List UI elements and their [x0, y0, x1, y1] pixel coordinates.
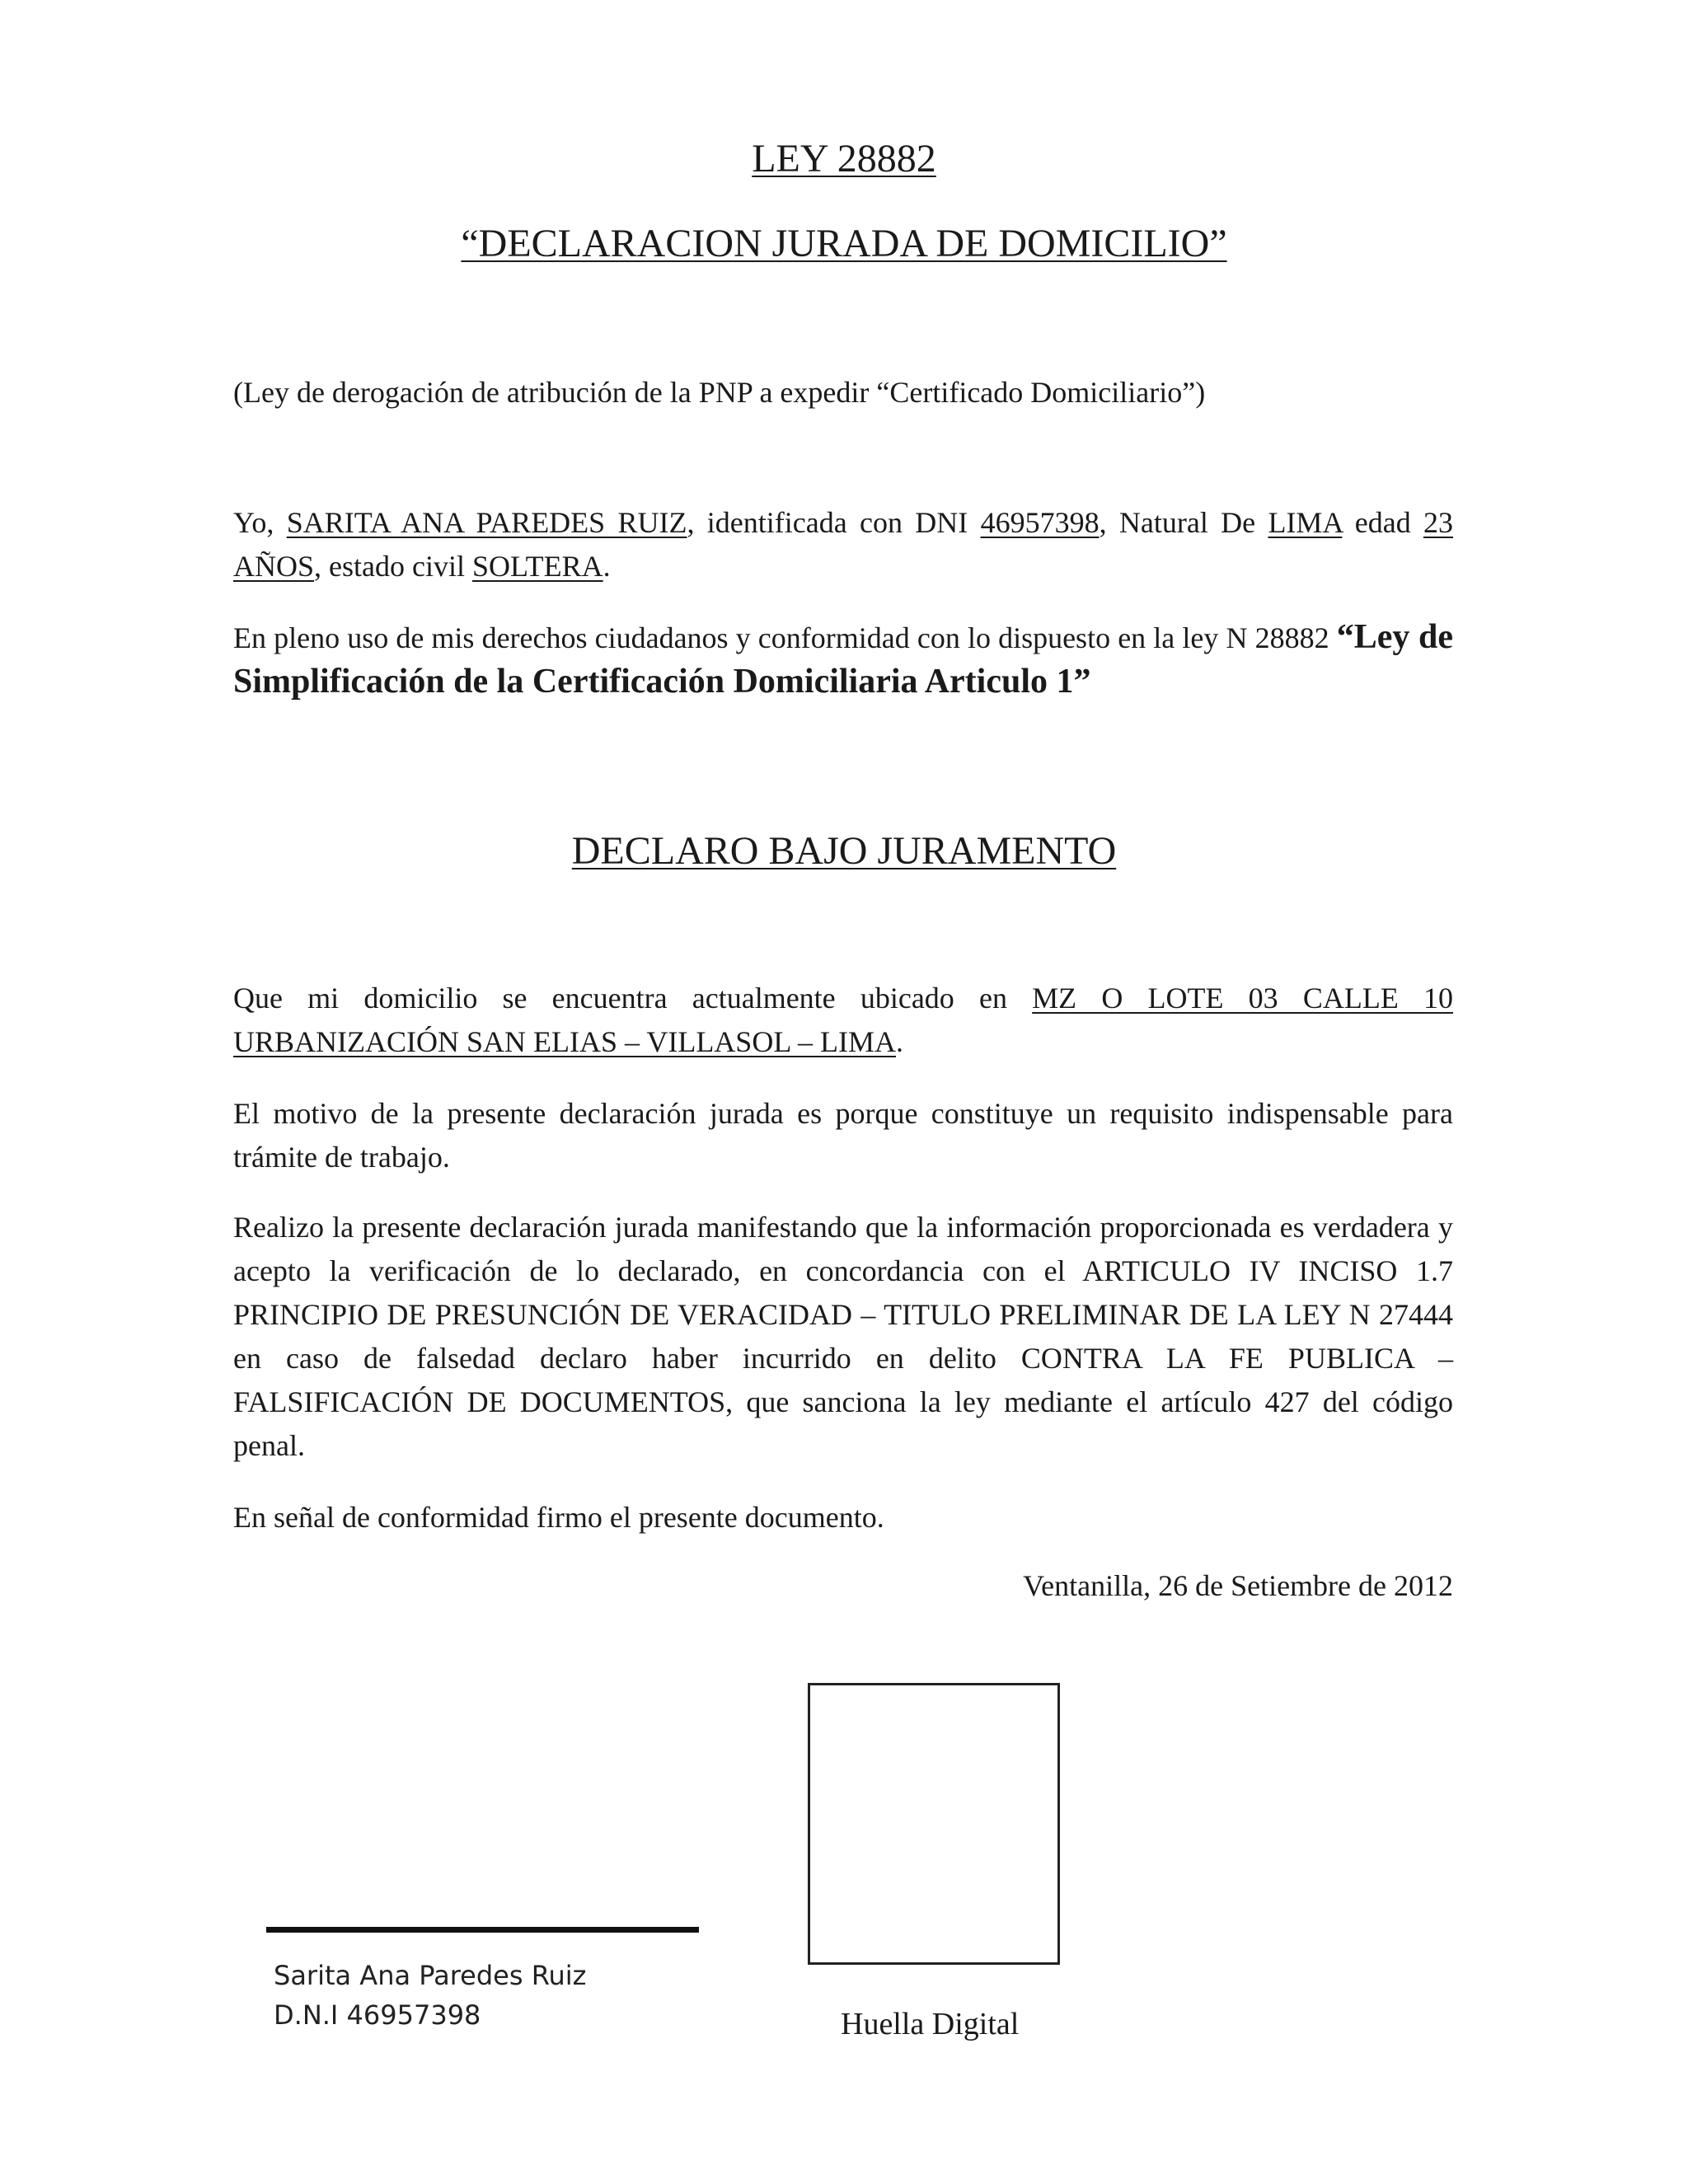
motive-paragraph: El motivo de la presente declaración jurada es porque constituye un requisito indispensable para trámite de trabajo. — [233, 1097, 1453, 1174]
declaration-heading-text: DECLARO BAJO JURAMENTO — [571, 829, 1117, 873]
law-title — [0, 136, 1688, 181]
declarant-origin: LIMA — [1268, 506, 1343, 539]
declarant-dni: 46957398 — [980, 506, 1100, 539]
document-subtitle: (Ley de derogación de atribución de la PNP a expedir “Certificado Domiciliario”) — [233, 376, 1206, 409]
address-value: MZ O LOTE 03 CALLE 10 URBANIZACIÓN SAN ELIAS – VILLASOL – LIMA — [233, 982, 1454, 1058]
fingerprint-box — [808, 1683, 1060, 1965]
declarant-age-text: edad — [1342, 506, 1424, 539]
declaration-heading — [0, 828, 1688, 874]
declarant-name: SARITA ANA PAREDES RUIZ — [286, 506, 687, 539]
document-title — [0, 221, 1688, 266]
declarant-age: 23 AÑOS — [233, 506, 1454, 583]
declarant-civil-status: SOLTERA — [471, 550, 603, 583]
declarant-id-text: , identificada con DNI — [687, 506, 981, 539]
declarant-intro: Yo, — [233, 506, 287, 539]
fingerprint-label: Huella Digital — [841, 2007, 1020, 2041]
legal-basis-text: En pleno uso de mis derechos ciudadanos y conformidad con lo dispuesto en la ley N 28882 — [233, 621, 1337, 654]
signer-dni: D.N.I 46957398 — [274, 1999, 481, 2031]
declarant-natural-text: , Natural De — [1099, 506, 1268, 539]
signer-name: Sarita Ana Paredes Ruiz — [274, 1960, 587, 1991]
address-intro: Que mi domicilio se encuentra actualmente ubicado en — [233, 982, 1033, 1015]
law-title-text: LEY 28882 — [752, 137, 936, 180]
address-paragraph — [233, 977, 1453, 1064]
legal-basis-law-name: “Ley de Simplificación de la Certificación Domiciliaria Articulo 1” — [233, 618, 1453, 701]
declarant-paragraph — [233, 501, 1453, 588]
declarant-civil-text: , estado civil — [314, 550, 472, 583]
signature-line — [266, 1927, 699, 1933]
address-end: . — [895, 1025, 903, 1058]
declarant-end: . — [603, 550, 611, 583]
conformity-paragraph: En señal de conformidad firmo el presente documento. — [233, 1501, 884, 1534]
place-date: Ventanilla, 26 de Setiembre de 2012 — [1023, 1569, 1453, 1602]
document-title-text: “DECLARACION JURADA DE DOMICILIO” — [461, 222, 1227, 265]
statement-paragraph: Realizo la presente declaración jurada manifestando que la información proporcionada es verdadera y acepto la verificación de lo declarado, en concordancia con el ARTICULO IV INCISO 1.7 PRINCIPIO DE PRESUNCIÓN DE VERACIDAD – TITULO PRELIMINAR DE LA LEY N 27444 en caso de falsedad declaro haber incurrido en delito CONTRA LA FE PUBLICA – FALSIFICACIÓN DE DOCUMENTOS, que sanciona la ley mediante el artículo 427 del código penal. — [233, 1211, 1453, 1462]
legal-basis-paragraph — [233, 616, 1453, 705]
